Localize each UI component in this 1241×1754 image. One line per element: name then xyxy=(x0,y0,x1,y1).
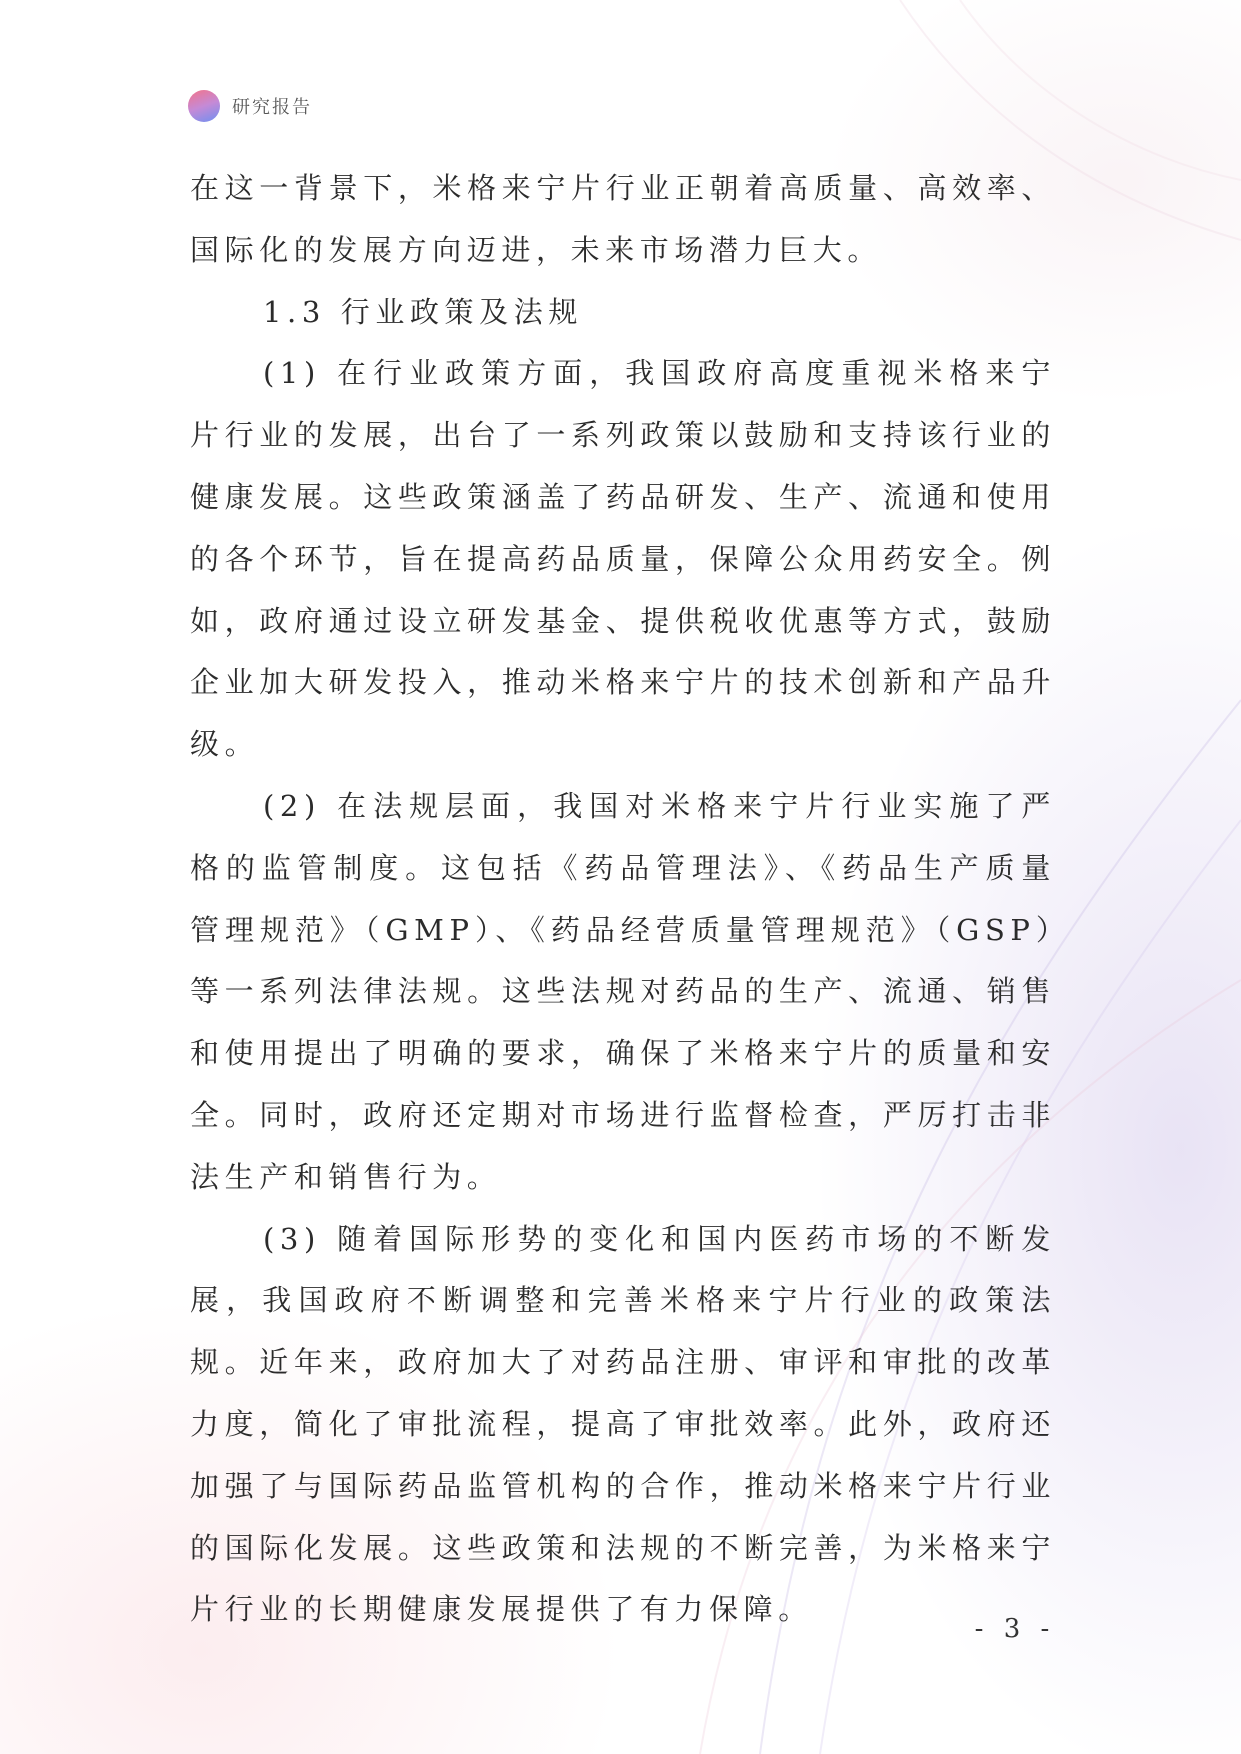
page-number: - 3 - xyxy=(974,1614,1056,1644)
paragraph-regulation: (2) 在法规层面，我国对米格来宁片行业实施了严格的监管制度。这包括《药品管理法》、《药品生产质量管理规范》（GMP）、《药品经营质量管理规范》（GSP）等一系列法律法规。这些法规对药品的生产、流通、销售和使用提出了明确的要求，确保了米格来宁片的质量和安全。同时，政府还定期对市场进行监督检查，严厉打击非法生产和销售行为。 xyxy=(190,788,1056,1194)
paragraph-policy: (1) 在行业政策方面，我国政府高度重视米格来宁片行业的发展，出台了一系列政策以鼓励和支持该行业的健康发展。这些政策涵盖了药品研发、生产、流通和使用的各个环节，旨在提高药品质量，保障公众用药安全。例如，政府通过设立研发基金、提供税收优惠等方式，鼓励企业加大研发投入，推动米格来宁片的技术创新和产品升级。 xyxy=(190,356,1056,762)
section-heading: 1.3 行业政策及法规 xyxy=(263,294,583,329)
document-body xyxy=(190,158,1056,1641)
paragraph-reform: (3) 随着国际形势的变化和国内医药市场的不断发展，我国政府不断调整和完善米格来宁片行业的政策法规。近年来，政府加大了对药品注册、审评和审批的改革力度，简化了审批流程，提高了审批效率。此外，政府还加强了与国际药品监管机构的合作，推动米格来宁片行业的国际化发展。这些政策和法规的不断完善，为米格来宁片行业的长期健康发展提供了有力保障。 xyxy=(190,1221,1056,1627)
logo-circle-icon xyxy=(188,90,220,122)
paragraph-intro: 在这一背景下，米格来宁片行业正朝着高质量、高效率、国际化的发展方向迈进，未来市场潜力巨大。 xyxy=(190,171,1056,267)
header-title: 研究报告 xyxy=(232,97,312,118)
report-header xyxy=(188,90,312,122)
